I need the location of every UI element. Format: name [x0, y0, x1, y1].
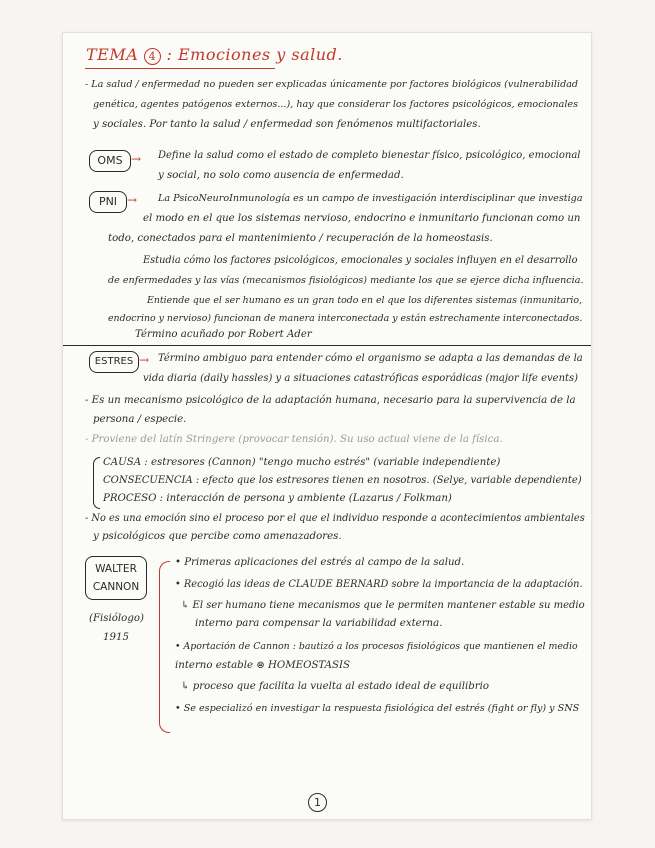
- pni-line-5: de enfermedades y las vías (mecanismos fisiológicos) mediante los que se ejerce dicha influencia.: [108, 275, 584, 286]
- proceso-line: PROCESO : interacción de persona y ambiente (Lazarus / Folkman): [103, 493, 452, 504]
- pni-line-6: Entiende que el ser humano es un gran todo en el que los diferentes sistemas (inmunitario,: [147, 295, 583, 306]
- title-underline: [85, 68, 275, 69]
- oms-box: OMS: [89, 150, 131, 172]
- title-prefix: TEMA: [86, 45, 139, 64]
- cannon-point-3-sub: ↳ proceso que facilita la vuelta al estado ideal de equilibrio: [181, 681, 490, 692]
- cannon-point-2: • Recogió las ideas de CLAUDE BERNARD sobre la importancia de la adaptación.: [175, 579, 583, 590]
- causa-line: CAUSA : estresores (Cannon) "tengo mucho estrés" (variable independiente): [103, 457, 501, 468]
- estres-box: ESTRES: [89, 351, 139, 373]
- pni-line-4: Estudia cómo los factores psicológicos, emocionales y sociales influyen en el desarrollo: [143, 255, 578, 266]
- oms-line-1: Define la salud como el estado de completo bienestar físico, psicológico, emocional: [158, 150, 581, 161]
- estres-line-1: Término ambiguo para entender cómo el organismo se adapta a las demandas de la: [158, 353, 583, 364]
- estres-bullet-1b: persona / especie.: [93, 414, 187, 425]
- intro-line-3: y sociales. Por tanto la salud / enfermedad son fenómenos multifactoriales.: [93, 119, 481, 130]
- cannon-role: (Fisiólogo): [89, 613, 144, 624]
- cannon-year: 1915: [103, 632, 129, 643]
- cannon-point-3-b: interno estable ⊜ HOMEOSTASIS: [175, 660, 351, 671]
- cannon-point-2-sub-1: ↳ El ser humano tiene mecanismos que le permiten mantener estable su medio: [181, 600, 585, 611]
- section-divider: [63, 345, 591, 346]
- oms-line-2: y social, no solo como ausencia de enfermedad.: [158, 170, 404, 181]
- title-number: 4: [144, 48, 161, 65]
- estres-note-1: - No es una emoción sino el proceso por el que el individuo responde a acontecimientos ambientales: [85, 513, 585, 524]
- cannon-label-line2: CANNON: [92, 581, 140, 593]
- page-title: [86, 45, 343, 65]
- cannon-point-1: • Primeras aplicaciones del estrés al campo de la salud.: [175, 557, 465, 568]
- pni-line-3: todo, conectados para el mantenimiento / recuperación de la homeostasis.: [108, 233, 493, 244]
- causa-bracket: [93, 457, 100, 509]
- cannon-point-2-sub-2: interno para compensar la variabilidad externa.: [195, 618, 443, 629]
- consecuencia-line: CONSECUENCIA : efecto que los estresores tienen en nosotros. (Selye, variable dependiente): [103, 475, 582, 486]
- oms-arrow-icon: →: [131, 152, 142, 166]
- pni-arrow-icon: →: [127, 193, 138, 207]
- cannon-label-line1: WALTER: [95, 563, 137, 575]
- page-number: 1: [308, 793, 327, 812]
- estres-bullet-2: - Proviene del latín Stringere (provocar tensión). Su uso actual viene de la física.: [85, 434, 503, 445]
- pni-line-2: el modo en el que los sistemas nervioso, endocrino e inmunitario funcionan como un: [143, 213, 581, 224]
- cannon-box: [85, 556, 147, 600]
- notebook-page: [62, 32, 592, 820]
- cannon-point-4: • Se especializó en investigar la respuesta fisiológica del estrés (fight or fly) y SNS: [175, 703, 580, 714]
- estres-line-2: vida diaria (daily hassles) y a situaciones catastróficas esporádicas (major life events): [143, 373, 579, 384]
- intro-line-2: genética, agentes patógenos externos...), hay que considerar los factores psicológicos, emocionales: [93, 99, 578, 110]
- estres-bullet-1: - Es un mecanismo psicológico de la adaptación humana, necesario para la supervivencia de la: [85, 395, 576, 406]
- pni-line-7: endocrino y nervioso) funcionan de manera interconectada y están estrechamente interconectados.: [108, 313, 583, 324]
- estres-note-2: y psicológicos que percibe como amenazadores.: [93, 531, 342, 542]
- pni-line-8: Término acuñado por Robert Ader: [135, 329, 312, 340]
- pni-line-1: La PsicoNeuroInmunología es un campo de investigación interdisciplinar que investiga: [158, 193, 583, 204]
- intro-line-1: - La salud / enfermedad no pueden ser explicadas únicamente por factores biológicos (vulnerabilidad: [85, 79, 579, 90]
- title-text: : Emociones y salud.: [166, 45, 343, 64]
- pni-box: PNI: [89, 191, 127, 213]
- cannon-point-3: • Aportación de Cannon : bautizó a los procesos fisiológicos que mantienen el medio: [175, 641, 578, 652]
- cannon-bracket: [159, 561, 170, 733]
- estres-arrow-icon: →: [139, 353, 150, 367]
